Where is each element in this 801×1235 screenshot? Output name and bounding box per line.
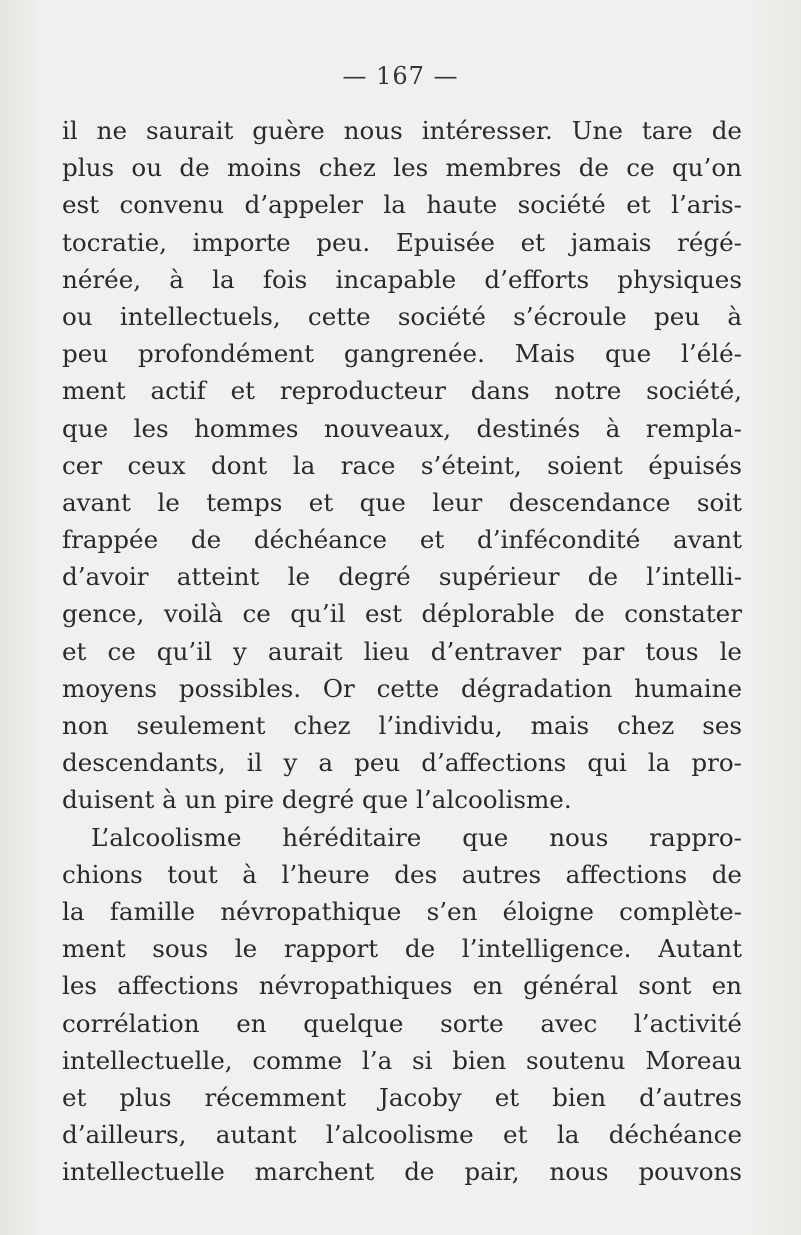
text-line: est convenu d’appeler la haute société et l’aris- [62, 190, 742, 220]
text-line-paragraph-end: duisent à un pire degré que l’alcoolisme. [62, 785, 572, 815]
text-line: non seulement chez l’individu, mais chez ses [62, 711, 742, 740]
text-line: intellectuelle, comme l’a si bien soutenu Moreau [62, 1045, 742, 1075]
text-line: descendants, il y a peu d’affections qui la pro- [62, 748, 742, 778]
text-line: corrélation en quelque sorte avec l’activité [62, 1008, 742, 1038]
text-line-paragraph-start: L’alcoolisme héréditaire que nous rappro- [91, 822, 742, 852]
text-line: nérée, à la fois incapable d’efforts physiques [62, 264, 742, 294]
text-line: que les hommes nouveaux, destinés à rempla- [62, 413, 742, 443]
text-line: d’ailleurs, autant l’alcoolisme et la déchéance [62, 1120, 742, 1150]
text-line: les affections névropathiques en général sont en [62, 971, 742, 1001]
body-text [62, 112, 742, 1190]
text-line: avant le temps et que leur descendance soit [62, 487, 742, 517]
text-line: intellectuelle marchent de pair, nous pouvons [62, 1157, 742, 1187]
text-line: frappée de déchéance et d’infécondité avant [62, 525, 742, 555]
text-line: gence, voilà ce qu’il est déplorable de constater [62, 599, 742, 629]
text-line: moyens possibles. Or cette dégradation humaine [62, 673, 742, 703]
text-line: ou intellectuels, cette société s’écroule peu à [62, 301, 742, 331]
text-line: cer ceux dont la race s’éteint, soient épuisés [62, 450, 742, 480]
text-line: plus ou de moins chez les membres de ce qu’on [62, 153, 742, 183]
text-line: chions tout à l’heure des autres affections de [62, 859, 742, 889]
text-line: peu profondément gangrenée. Mais que l’élé- [62, 339, 742, 369]
text-line: tocratie, importe peu. Epuisée et jamais régé- [62, 227, 742, 257]
text-line: ment sous le rapport de l’intelligence. Autant [62, 934, 742, 964]
text-line: ment actif et reproducteur dans notre société, [62, 376, 742, 406]
text-line: d’avoir atteint le degré supérieur de l’intelli- [62, 562, 742, 592]
text-line: et ce qu’il y aurait lieu d’entraver par tous le [62, 636, 742, 666]
text-line: la famille névropathique s’en éloigne complète- [62, 896, 742, 926]
page-number: — 167 — [342, 62, 459, 90]
text-line: et plus récemment Jacoby et bien d’autres [62, 1082, 742, 1112]
text-line: il ne saurait guère nous intéresser. Une tare de [62, 116, 742, 145]
